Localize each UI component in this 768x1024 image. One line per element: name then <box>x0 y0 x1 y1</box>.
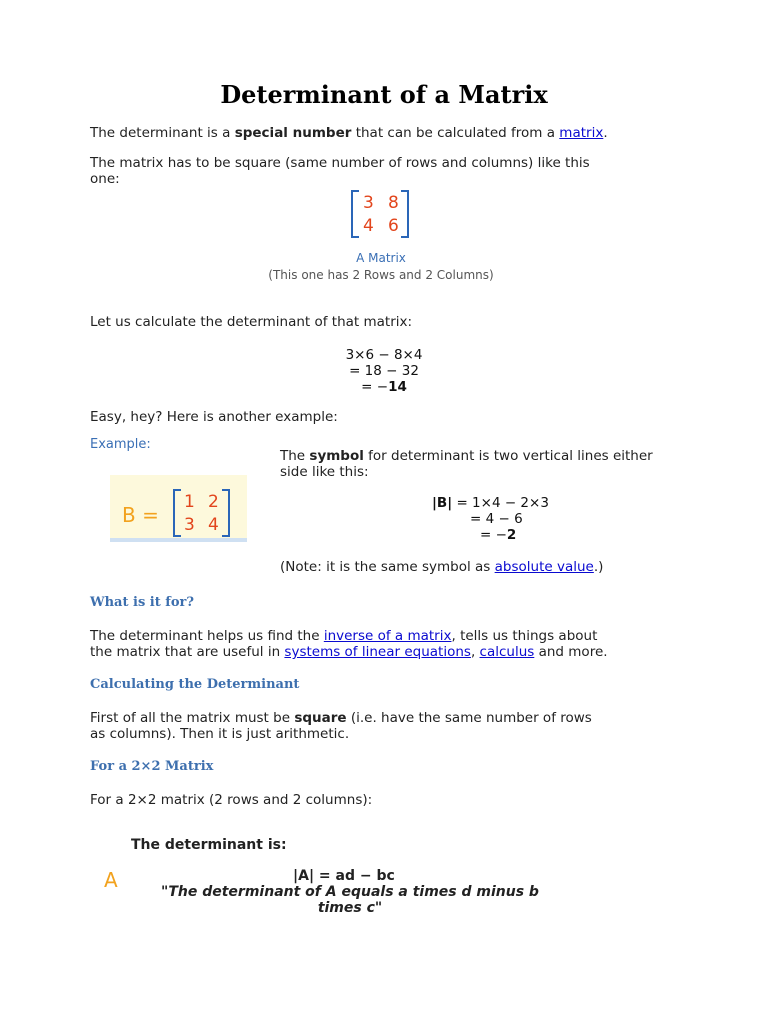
det-b-lhs: |B| <box>432 495 453 511</box>
det-b-line2: = 4 − 6 <box>470 511 523 527</box>
matrix-a-cell: 8 <box>388 193 399 213</box>
easy-text: Easy, hey? Here is another example: <box>90 409 338 425</box>
intro-text-mid: that can be calculated from a <box>351 125 560 141</box>
what-line1 <box>90 628 608 644</box>
what-line2 <box>90 644 608 660</box>
first-text: First of all the matrix must be <box>90 710 295 726</box>
quote-line2: times c" <box>317 900 383 916</box>
page-title: Determinant of a Matrix <box>220 80 548 109</box>
symbol-line1 <box>280 448 653 464</box>
calc-block <box>284 347 484 395</box>
matrix-a-cell: 3 <box>363 193 374 213</box>
what-text-mid: , tells us things about <box>451 628 598 644</box>
for-2x2-text: For a 2×2 matrix (2 rows and 2 columns): <box>90 792 373 808</box>
calc-line2: = 18 − 32 <box>349 363 419 379</box>
absolute-value-link[interactable]: absolute value <box>494 559 594 575</box>
calc-line1: 3×6 − 8×4 <box>345 347 423 363</box>
matrix-link[interactable]: matrix <box>559 125 604 141</box>
intro-bold: special number <box>234 125 352 141</box>
note-paragraph <box>280 559 603 575</box>
what-text-line2: the matrix that are useful in <box>90 644 285 660</box>
heading-calculating: Calculating the Determinant <box>90 677 300 692</box>
matrix-b-underline <box>110 538 247 542</box>
calc-result: 14 <box>388 379 407 395</box>
quote-line1: "The determinant of A equals a times d minus b <box>161 884 539 900</box>
matrix-b-cell: 4 <box>208 515 219 535</box>
det-is-label: The determinant is: <box>131 837 287 853</box>
matrix-b-right-bracket <box>222 489 230 537</box>
formula-quote <box>130 884 570 916</box>
first-line2: as columns). Then it is just arithmetic. <box>90 726 350 742</box>
what-text: The determinant helps us find the <box>90 628 324 644</box>
matrix-a-cell: 6 <box>388 216 399 236</box>
linear-equations-link[interactable]: systems of linear equations <box>284 644 471 660</box>
inverse-matrix-link[interactable]: inverse of a matrix <box>323 628 452 644</box>
what-text-end: and more. <box>534 644 608 660</box>
matrix-b-cell: 1 <box>184 492 195 512</box>
first-bold: square <box>294 710 347 726</box>
calc-intro: Let us calculate the determinant of that matrix: <box>90 314 413 330</box>
matrix-b-cell: 3 <box>184 515 195 535</box>
matrix-b-label: B = <box>122 503 159 527</box>
matrix-a-right-bracket <box>401 190 409 238</box>
what-comma: , <box>470 644 480 660</box>
square-line2: one: <box>90 171 120 187</box>
first-paragraph <box>90 710 592 742</box>
formula: |A| = ad − bc <box>293 868 395 884</box>
matrix-a-left-bracket <box>351 190 359 238</box>
calculus-link[interactable]: calculus <box>479 644 535 660</box>
matrix-b-cell: 2 <box>208 492 219 512</box>
heading-what-is-it-for: What is it for? <box>90 595 194 610</box>
matrix-b-box <box>110 475 247 538</box>
det-b-rhs: = 1×4 − 2×3 <box>452 495 549 511</box>
what-paragraph <box>90 628 608 660</box>
matrix-a-cell: 4 <box>363 216 374 236</box>
first-line1 <box>90 710 592 726</box>
heading-2x2: For a 2×2 Matrix <box>90 759 214 774</box>
calc-line3-text: = − <box>361 379 389 395</box>
symbol-line2: side like this: <box>280 464 369 480</box>
calc-line3 <box>284 379 484 395</box>
note-text-end: .) <box>593 559 604 575</box>
matrix-a <box>351 190 413 238</box>
symbol-bold: symbol <box>309 448 364 464</box>
symbol-paragraph <box>280 448 653 480</box>
det-b-result: 2 <box>506 527 517 543</box>
matrix-a-caption: A Matrix <box>356 251 406 265</box>
matrix-b-left-bracket <box>173 489 181 537</box>
square-paragraph <box>90 155 590 187</box>
det-b-line1 <box>432 495 549 511</box>
intro-text: The determinant is a <box>90 125 235 141</box>
matrix-a-note: (This one has 2 Rows and 2 Columns) <box>268 268 494 282</box>
a-label: A <box>104 868 118 892</box>
square-line1: The matrix has to be square (same number of rows and columns) like this <box>90 155 590 171</box>
example-label: Example: <box>90 437 151 452</box>
first-text-end: (i.e. have the same number of rows <box>346 710 592 726</box>
symbol-text-end: for determinant is two vertical lines either <box>363 448 653 464</box>
note-text: (Note: it is the same symbol as <box>280 559 495 575</box>
intro-paragraph <box>90 125 608 141</box>
symbol-text: The <box>280 448 310 464</box>
det-b-line3 <box>480 527 516 543</box>
intro-text-end: . <box>603 125 608 141</box>
det-b-line3-text: = − <box>480 527 507 543</box>
